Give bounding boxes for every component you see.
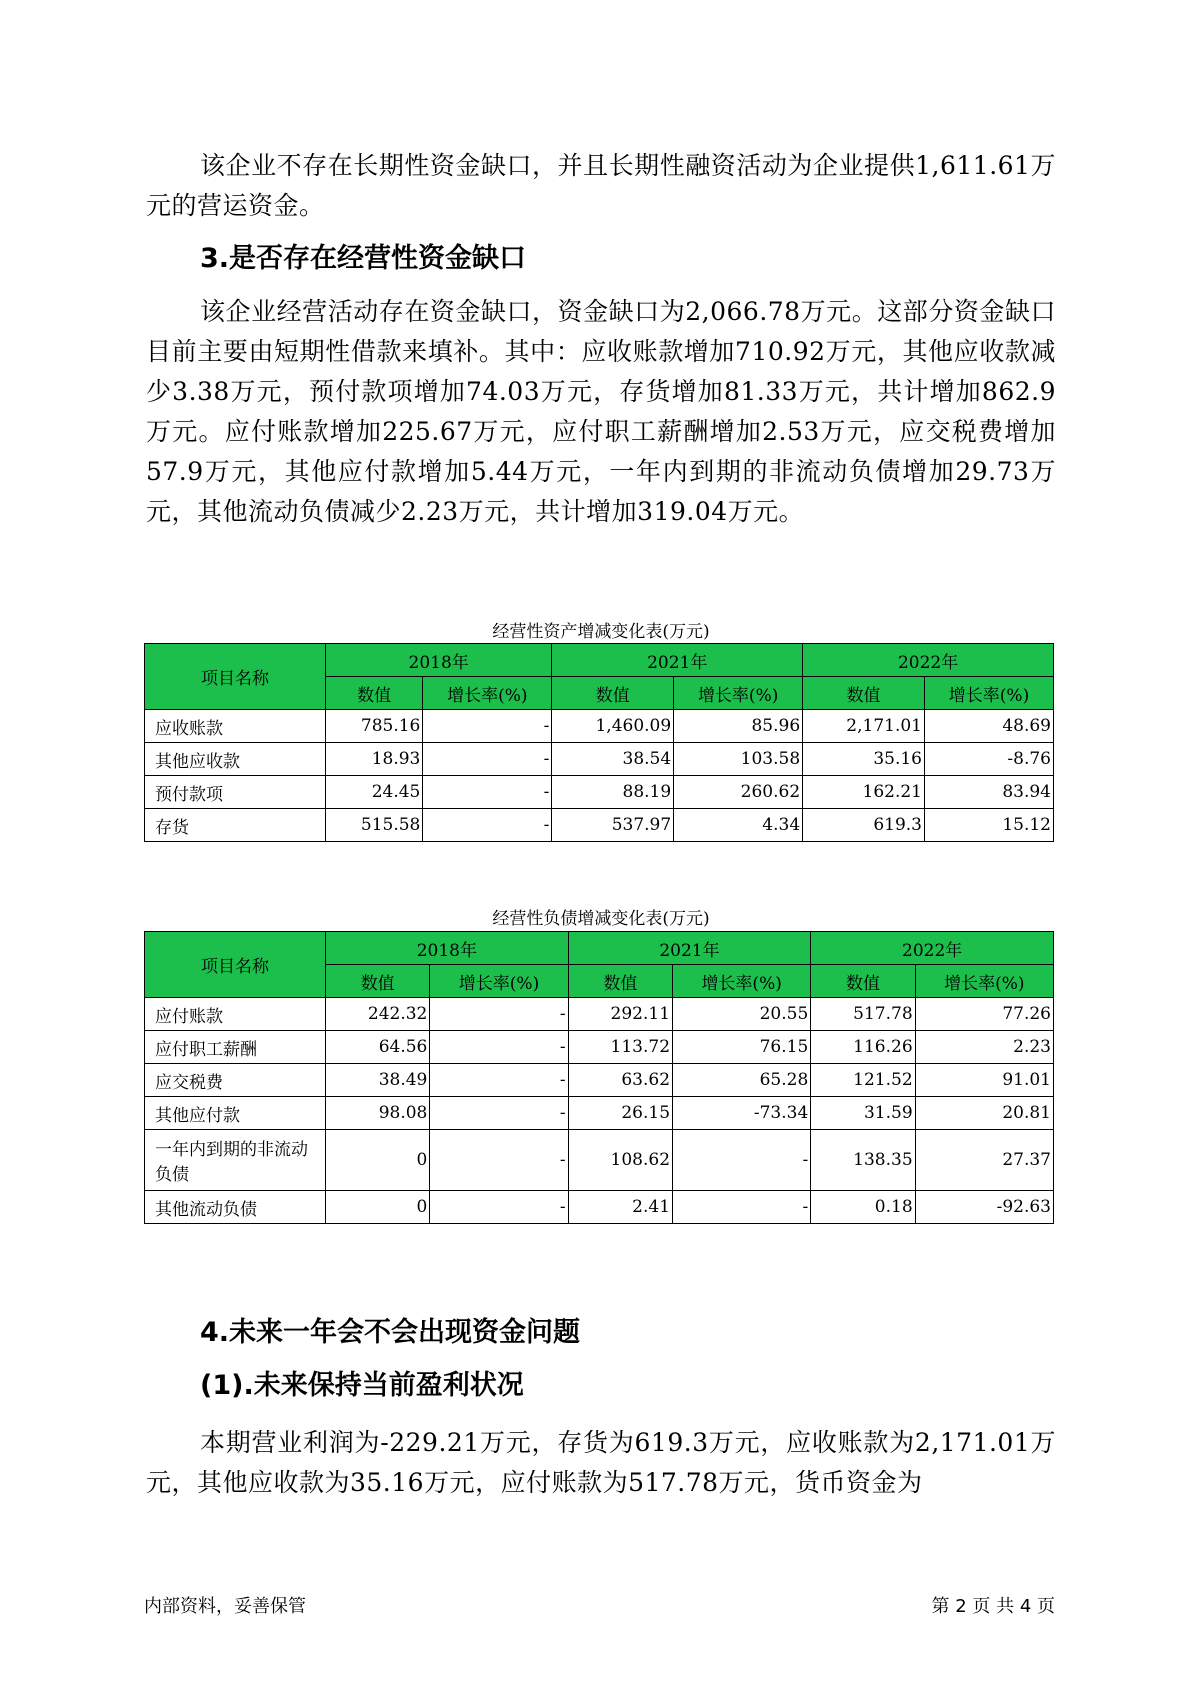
growth-2018: - <box>430 998 568 1031</box>
growth-2022: 91.01 <box>915 1064 1053 1097</box>
value-2018: 0 <box>326 1191 430 1224</box>
value-2021: 26.15 <box>568 1097 672 1130</box>
footer-page-number: 第 2 页 共 4 页 <box>931 1596 1055 1617</box>
row-name: 其他应付款 <box>145 1097 326 1130</box>
value-2022: 0.18 <box>811 1191 915 1224</box>
growth-2018: - <box>423 710 552 743</box>
row-name: 预付款项 <box>145 776 326 809</box>
row-name: 应交税费 <box>145 1064 326 1097</box>
operating-liabilities-table <box>144 931 1054 1224</box>
growth-2022: 77.26 <box>915 998 1053 1031</box>
growth-2021: 85.96 <box>674 710 803 743</box>
table-row <box>145 743 1054 776</box>
operating-assets-table <box>144 643 1054 842</box>
value-2018: 98.08 <box>326 1097 430 1130</box>
growth-2022: 15.12 <box>924 809 1053 842</box>
table-row <box>145 710 1054 743</box>
subsection-heading-4-1: (1).未来保持当前盈利状况 <box>200 1370 524 1401</box>
header-value: 数值 <box>552 677 674 710</box>
growth-2021: -73.34 <box>673 1097 811 1130</box>
row-name: 应收账款 <box>145 710 326 743</box>
header-year-2018: 2018年 <box>326 644 552 677</box>
value-2018: 785.16 <box>326 710 423 743</box>
growth-2021: 4.34 <box>674 809 803 842</box>
table-caption-assets: 经营性资产增减变化表(万元) <box>492 622 710 642</box>
growth-2018: - <box>430 1130 568 1191</box>
growth-2021: - <box>673 1191 811 1224</box>
header-growth: 增长率(%) <box>924 677 1053 710</box>
paragraph-long-term-financing: 该企业不存在长期性资金缺口，并且长期性融资活动为企业提供1,611.61万元的营运资金。 <box>146 151 1056 220</box>
growth-2022: 27.37 <box>915 1130 1053 1191</box>
value-2022: 2,171.01 <box>803 710 925 743</box>
growth-2022: 2.23 <box>915 1031 1053 1064</box>
growth-2022: 48.69 <box>924 710 1053 743</box>
table-row <box>145 1064 1054 1097</box>
value-2022: 121.52 <box>811 1064 915 1097</box>
row-name: 一年内到期的非流动负债 <box>145 1130 326 1191</box>
header-item-name: 项目名称 <box>145 644 326 710</box>
header-year-2018: 2018年 <box>326 932 569 965</box>
table-row <box>145 998 1054 1031</box>
header-year-2022: 2022年 <box>811 932 1054 965</box>
header-year-2021: 2021年 <box>552 644 803 677</box>
growth-2021: 20.55 <box>673 998 811 1031</box>
growth-2018: - <box>423 743 552 776</box>
section-heading-4: 4.未来一年会不会出现资金问题 <box>200 1317 581 1348</box>
table-row <box>145 1191 1054 1224</box>
header-growth: 增长率(%) <box>673 965 811 998</box>
row-name: 应付账款 <box>145 998 326 1031</box>
row-name: 存货 <box>145 809 326 842</box>
value-2022: 35.16 <box>803 743 925 776</box>
table-caption-liabilities: 经营性负债增减变化表(万元) <box>492 909 710 929</box>
header-year-2022: 2022年 <box>803 644 1054 677</box>
growth-2018: - <box>423 809 552 842</box>
footer-confidential-note: 内部资料，妥善保管 <box>144 1596 306 1617</box>
growth-2021: - <box>673 1130 811 1191</box>
value-2018: 0 <box>326 1130 430 1191</box>
value-2018: 24.45 <box>326 776 423 809</box>
table-row <box>145 809 1054 842</box>
value-2018: 515.58 <box>326 809 423 842</box>
value-2021: 88.19 <box>552 776 674 809</box>
value-2021: 292.11 <box>568 998 672 1031</box>
value-2021: 38.54 <box>552 743 674 776</box>
growth-2021: 103.58 <box>674 743 803 776</box>
growth-2022: -8.76 <box>924 743 1053 776</box>
header-value: 数值 <box>568 965 672 998</box>
header-growth: 增长率(%) <box>674 677 803 710</box>
growth-2022: 83.94 <box>924 776 1053 809</box>
growth-2022: 20.81 <box>915 1097 1053 1130</box>
paragraph-current-profit: 本期营业利润为-229.21万元，存货为619.3万元，应收账款为2,171.01万元，其他应收款为35.16万元，应付账款为517.78万元，货币资金为 <box>146 1428 1056 1497</box>
growth-2022: -92.63 <box>915 1191 1053 1224</box>
value-2022: 619.3 <box>803 809 925 842</box>
growth-2018: - <box>430 1097 568 1130</box>
value-2018: 18.93 <box>326 743 423 776</box>
growth-2018: - <box>430 1064 568 1097</box>
header-growth: 增长率(%) <box>423 677 552 710</box>
header-year-2021: 2021年 <box>568 932 811 965</box>
header-growth: 增长率(%) <box>915 965 1053 998</box>
value-2022: 138.35 <box>811 1130 915 1191</box>
header-value: 数值 <box>326 677 423 710</box>
header-item-name: 项目名称 <box>145 932 326 998</box>
value-2018: 242.32 <box>326 998 430 1031</box>
value-2021: 113.72 <box>568 1031 672 1064</box>
value-2021: 2.41 <box>568 1191 672 1224</box>
table-row <box>145 1031 1054 1064</box>
value-2021: 63.62 <box>568 1064 672 1097</box>
value-2022: 31.59 <box>811 1097 915 1130</box>
header-growth: 增长率(%) <box>430 965 568 998</box>
header-value: 数值 <box>326 965 430 998</box>
row-name: 其他应收款 <box>145 743 326 776</box>
row-name: 应付职工薪酬 <box>145 1031 326 1064</box>
value-2021: 537.97 <box>552 809 674 842</box>
growth-2018: - <box>430 1031 568 1064</box>
header-value: 数值 <box>811 965 915 998</box>
value-2021: 108.62 <box>568 1130 672 1191</box>
value-2022: 517.78 <box>811 998 915 1031</box>
table-row <box>145 1097 1054 1130</box>
header-value: 数值 <box>803 677 925 710</box>
value-2021: 1,460.09 <box>552 710 674 743</box>
table-row <box>145 776 1054 809</box>
growth-2021: 76.15 <box>673 1031 811 1064</box>
growth-2021: 65.28 <box>673 1064 811 1097</box>
growth-2021: 260.62 <box>674 776 803 809</box>
growth-2018: - <box>423 776 552 809</box>
value-2022: 162.21 <box>803 776 925 809</box>
table-row <box>145 1130 1054 1191</box>
section-heading-3: 3.是否存在经营性资金缺口 <box>200 243 527 274</box>
paragraph-operating-gap: 该企业经营活动存在资金缺口，资金缺口为2,066.78万元。这部分资金缺口目前主要由短期性借款来填补。其中：应收账款增加710.92万元，其他应收款减少3.38万元，预付款项增加74.03万元，存货增加81.33万元，共计增加862.9万元。应付账款增加225.67万元，应付职工薪酬增加2.53万元，应交税费增加57.9万元，其他应付款增加5.44万元，一年内到期的非流动负债增加29.73万元，其他流动负债减少2.23万元，共计增加319.04万元。 <box>146 297 1056 526</box>
growth-2018: - <box>430 1191 568 1224</box>
row-name: 其他流动负债 <box>145 1191 326 1224</box>
value-2022: 116.26 <box>811 1031 915 1064</box>
value-2018: 64.56 <box>326 1031 430 1064</box>
value-2018: 38.49 <box>326 1064 430 1097</box>
